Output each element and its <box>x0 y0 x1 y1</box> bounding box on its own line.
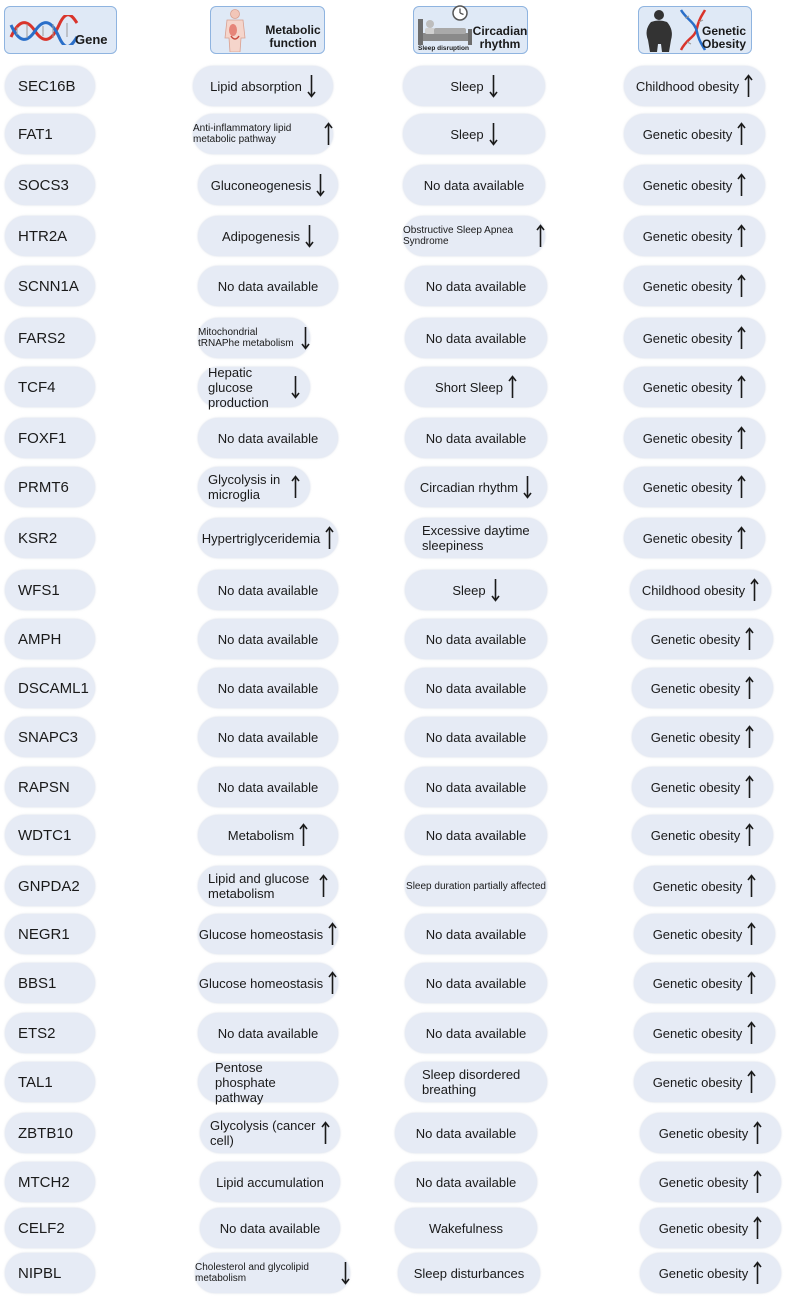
metabolic-cell-text: Mitochondrial tRNAPhe metabolism <box>198 327 294 349</box>
obesity-cell <box>624 66 765 106</box>
metabolic-cell <box>198 717 338 757</box>
arrow-up-icon <box>753 1170 762 1194</box>
obesity-cell-text: Genetic obesity <box>658 1220 749 1236</box>
metabolic-cell <box>193 114 333 154</box>
arrow-up-icon <box>745 823 754 847</box>
circadian-cell <box>405 668 547 708</box>
metabolic-cell-text: Adipogenesis <box>221 228 301 244</box>
circadian-cell-text: Sleep <box>450 78 484 94</box>
obesity-cell-text: Genetic obesity <box>650 779 741 795</box>
arrow-up-icon <box>737 475 746 499</box>
arrow-up-icon <box>747 1021 756 1045</box>
arrow-down-icon <box>316 173 325 197</box>
header-gene <box>4 6 117 54</box>
metabolic-cell-text: No data available <box>217 278 319 294</box>
arrow-up-icon <box>508 375 517 399</box>
arrow-up-icon <box>745 676 754 700</box>
circadian-cell <box>398 1253 540 1293</box>
metabolic-cell-text: No data available <box>217 729 319 745</box>
obesity-cell-text: Genetic obesity <box>652 878 743 894</box>
gene-name: KSR2 <box>18 529 58 547</box>
metabolic-cell-text: Gluconeogenesis <box>210 177 312 193</box>
obesity-cell <box>634 1062 775 1102</box>
metabolic-cell-text: Hypertriglyceridemia <box>201 530 321 546</box>
metabolic-cell <box>198 815 338 855</box>
circadian-cell <box>405 767 547 807</box>
obesity-cell-text: Genetic obesity <box>642 126 733 142</box>
obesity-cell-text: Genetic obesity <box>652 926 743 942</box>
obesity-cell <box>634 914 775 954</box>
human-body-icon <box>217 8 253 52</box>
arrow-up-icon <box>737 526 746 550</box>
circadian-cell <box>403 216 545 256</box>
circadian-cell <box>405 467 547 507</box>
arrow-up-icon <box>319 874 328 898</box>
circadian-cell-text: No data available <box>425 278 527 294</box>
obesity-cell-text: Genetic obesity <box>642 330 733 346</box>
metabolic-cell-text: Cholesterol and glycolipid metabolism <box>195 1262 309 1284</box>
arrow-down-icon <box>301 326 310 350</box>
metabolic-cell-text: Glucose homeostasis <box>198 926 324 942</box>
obesity-cell <box>632 767 773 807</box>
gene-cell <box>5 619 95 659</box>
arrow-down-icon <box>305 224 314 248</box>
metabolic-cell <box>200 1162 340 1202</box>
gene-name: RAPSN <box>18 778 70 796</box>
circadian-cell <box>405 266 547 306</box>
arrow-up-icon <box>745 775 754 799</box>
arrow-up-icon <box>750 578 759 602</box>
circadian-cell-text: No data available <box>425 1025 527 1041</box>
metabolic-cell <box>198 518 338 558</box>
gene-name: SOCS3 <box>18 176 69 194</box>
obesity-cell-text: Genetic obesity <box>652 1025 743 1041</box>
circadian-cell-text: No data available <box>425 430 527 446</box>
gene-cell <box>5 1062 95 1102</box>
gene-cell <box>5 66 95 106</box>
gene-name: FARS2 <box>18 329 66 347</box>
metabolic-cell <box>198 1013 338 1053</box>
metabolic-cell <box>198 266 338 306</box>
dna-icon <box>9 15 79 45</box>
circadian-cell-text: Excessive daytime sleepiness <box>422 523 530 553</box>
circadian-cell <box>405 963 547 1003</box>
obesity-cell <box>624 114 765 154</box>
gene-name: FAT1 <box>18 125 53 143</box>
metabolic-cell-text: No data available <box>217 680 319 696</box>
obesity-cell-text: Genetic obesity <box>650 631 741 647</box>
obesity-cell-text: Genetic obesity <box>658 1265 749 1281</box>
circadian-cell-text: Sleep disordered breathing <box>422 1067 521 1097</box>
arrow-up-icon <box>745 725 754 749</box>
gene-cell <box>5 114 95 154</box>
metabolic-cell <box>195 1253 350 1293</box>
obesity-cell-text: Genetic obesity <box>642 379 733 395</box>
arrow-down-icon <box>307 74 316 98</box>
obesity-cell <box>624 467 765 507</box>
arrow-up-icon <box>737 426 746 450</box>
obesity-cell-text: Childhood obesity <box>635 78 740 94</box>
metabolic-cell-text: No data available <box>217 430 319 446</box>
metabolic-cell-text: No data available <box>217 631 319 647</box>
obesity-cell <box>624 518 765 558</box>
obesity-cell-text: Genetic obesity <box>642 479 733 495</box>
arrow-up-icon <box>737 326 746 350</box>
circadian-cell <box>405 717 547 757</box>
gene-cell <box>5 1253 95 1293</box>
metabolic-cell <box>198 914 338 954</box>
gene-name: SEC16B <box>18 77 76 95</box>
gene-cell <box>5 518 95 558</box>
gene-cell <box>5 963 95 1003</box>
circadian-cell-text: No data available <box>415 1125 517 1141</box>
circadian-cell-text: No data available <box>423 177 525 193</box>
arrow-down-icon <box>489 74 498 98</box>
circadian-cell <box>405 1013 547 1053</box>
metabolic-cell-text: No data available <box>217 582 319 598</box>
gene-name: DSCAML1 <box>18 679 89 697</box>
obesity-cell-text: Genetic obesity <box>642 430 733 446</box>
gene-name: SNAPC3 <box>18 728 79 746</box>
metabolic-cell-text: No data available <box>217 1025 319 1041</box>
circadian-cell-text: Circadian rhythm <box>419 479 519 495</box>
obesity-cell-text: Genetic obesity <box>652 975 743 991</box>
obesity-cell <box>640 1253 781 1293</box>
arrow-down-icon <box>489 122 498 146</box>
arrow-up-icon <box>328 971 337 995</box>
metabolic-cell <box>198 364 310 410</box>
arrow-up-icon <box>747 874 756 898</box>
metabolic-cell-text: Glycolysis (cancer cell) <box>210 1118 316 1148</box>
gene-name: WFS1 <box>18 581 60 599</box>
gene-cell <box>5 1162 95 1202</box>
circadian-cell <box>405 418 547 458</box>
obesity-cell-text: Genetic obesity <box>642 530 733 546</box>
metabolic-cell <box>198 866 338 906</box>
gene-cell <box>5 165 95 205</box>
arrow-up-icon <box>744 74 753 98</box>
header-metabolic-label: Metabolic function <box>265 23 321 50</box>
circadian-cell-text: Sleep duration partially affected <box>406 880 546 892</box>
gene-cell <box>5 367 95 407</box>
circadian-cell <box>395 1162 537 1202</box>
arrow-up-icon <box>325 526 334 550</box>
circadian-cell-text: No data available <box>425 680 527 696</box>
gene-name: ZBTB10 <box>18 1124 74 1142</box>
circadian-cell-text: No data available <box>425 631 527 647</box>
circadian-cell <box>403 66 545 106</box>
metabolic-cell <box>198 216 338 256</box>
obesity-cell-text: Genetic obesity <box>642 228 733 244</box>
metabolic-cell <box>198 619 338 659</box>
metabolic-cell-text: No data available <box>217 779 319 795</box>
metabolic-cell-text: Hepatic glucose production <box>208 364 269 410</box>
circadian-cell <box>405 914 547 954</box>
arrow-up-icon <box>737 274 746 298</box>
circadian-cell <box>403 114 545 154</box>
circadian-cell-text: No data available <box>415 1174 517 1190</box>
circadian-cell <box>405 619 547 659</box>
obesity-cell <box>632 619 773 659</box>
metabolic-cell <box>198 668 338 708</box>
obesity-cell <box>624 418 765 458</box>
circadian-cell-text: No data available <box>425 729 527 745</box>
gene-name: FOXF1 <box>18 429 67 447</box>
arrow-up-icon <box>747 1070 756 1094</box>
bed-clock-icon <box>416 3 476 49</box>
gene-cell <box>5 570 95 610</box>
metabolic-cell <box>193 66 333 106</box>
gene-cell <box>5 914 95 954</box>
metabolic-cell-text: Lipid and glucose metabolism <box>208 871 310 901</box>
gene-name: NEGR1 <box>18 925 70 943</box>
metabolic-cell <box>198 767 338 807</box>
circadian-cell <box>405 518 547 558</box>
gene-cell <box>5 1113 95 1153</box>
header-circadian <box>413 6 528 54</box>
obesity-cell-text: Genetic obesity <box>650 827 741 843</box>
circadian-cell-text: Short Sleep <box>435 379 503 395</box>
arrow-up-icon <box>324 122 333 146</box>
obesity-cell <box>640 1208 781 1248</box>
obesity-cell-text: Childhood obesity <box>641 582 746 598</box>
metabolic-cell-text: Lipid absorption <box>210 78 302 94</box>
gene-name: ETS2 <box>18 1024 56 1042</box>
arrow-up-icon <box>747 971 756 995</box>
gene-cell <box>5 866 95 906</box>
circadian-cell-text: Sleep <box>452 582 486 598</box>
circadian-cell-text: No data available <box>425 827 527 843</box>
circadian-cell-text: No data available <box>425 330 527 346</box>
arrow-up-icon <box>299 823 308 847</box>
obesity-cell <box>630 570 771 610</box>
metabolic-cell-text: Metabolism <box>227 827 295 843</box>
gene-name: CELF2 <box>18 1219 65 1237</box>
arrow-down-icon <box>341 1261 350 1285</box>
metabolic-cell <box>198 467 310 507</box>
arrow-up-icon <box>737 224 746 248</box>
arrow-down-icon <box>491 578 500 602</box>
obesity-cell-text: Genetic obesity <box>642 177 733 193</box>
gene-name: NIPBL <box>18 1264 62 1282</box>
metabolic-cell <box>200 1208 340 1248</box>
gene-cell <box>5 1013 95 1053</box>
gene-cell <box>5 318 95 358</box>
metabolic-cell-text: Lipid accumulation <box>216 1174 324 1190</box>
circadian-cell-text: Wakefulness <box>429 1220 503 1236</box>
obesity-cell-text: Genetic obesity <box>658 1125 749 1141</box>
obesity-cell <box>640 1113 781 1153</box>
obesity-cell-text: Genetic obesity <box>642 278 733 294</box>
obesity-cell <box>640 1162 781 1202</box>
metabolic-cell <box>198 1059 338 1105</box>
circadian-cell-text: Sleep <box>450 126 484 142</box>
circadian-cell <box>405 815 547 855</box>
circadian-cell <box>403 165 545 205</box>
gene-cell <box>5 1208 95 1248</box>
gene-cell <box>5 717 95 757</box>
gene-name: GNPDA2 <box>18 877 80 895</box>
gene-name: SCNN1A <box>18 277 79 295</box>
obesity-cell-text: Genetic obesity <box>650 729 741 745</box>
gene-cell <box>5 815 95 855</box>
metabolic-cell-text: Glycolysis in microglia <box>208 472 281 502</box>
metabolic-cell <box>198 318 310 358</box>
circadian-cell-text: Sleep disturbances <box>413 1265 525 1281</box>
gene-cell <box>5 216 95 256</box>
arrow-up-icon <box>321 1121 330 1145</box>
gene-cell <box>5 418 95 458</box>
obesity-cell <box>624 367 765 407</box>
header-circadian-sub: Sleep disruption <box>418 45 469 52</box>
obesity-cell <box>624 216 765 256</box>
gene-name: TCF4 <box>18 378 56 396</box>
circadian-cell-text: Obstructive Sleep Apnea Syndrome <box>403 225 514 247</box>
circadian-cell <box>405 1062 547 1102</box>
gene-name: HTR2A <box>18 227 68 245</box>
header-obesity <box>638 6 752 54</box>
arrow-up-icon <box>745 627 754 651</box>
metabolic-cell <box>198 418 338 458</box>
circadian-cell-text: No data available <box>425 779 527 795</box>
arrow-up-icon <box>328 922 337 946</box>
circadian-cell-text: No data available <box>425 975 527 991</box>
obesity-cell <box>634 963 775 1003</box>
arrow-up-icon <box>536 224 545 248</box>
gene-name: WDTC1 <box>18 826 72 844</box>
arrow-down-icon <box>291 375 300 399</box>
circadian-cell <box>405 866 547 906</box>
metabolic-cell-text: Anti-inflammatory lipid metabolic pathway <box>193 123 292 145</box>
circadian-cell-text: No data available <box>425 926 527 942</box>
gene-name: MTCH2 <box>18 1173 70 1191</box>
obesity-cell <box>634 1013 775 1053</box>
header-circadian-label: Circadian rhythm <box>472 24 528 51</box>
obesity-cell <box>624 318 765 358</box>
obesity-cell <box>632 668 773 708</box>
circadian-cell <box>395 1208 537 1248</box>
obesity-cell <box>624 165 765 205</box>
arrow-up-icon <box>747 922 756 946</box>
gene-cell <box>5 467 95 507</box>
gene-name: PRMT6 <box>18 478 69 496</box>
metabolic-cell-text: Glucose homeostasis <box>198 975 324 991</box>
metabolic-cell <box>198 570 338 610</box>
arrow-up-icon <box>737 122 746 146</box>
metabolic-cell-text: No data available <box>219 1220 321 1236</box>
obesity-cell-text: Genetic obesity <box>658 1174 749 1190</box>
metabolic-cell-text: Pentose phosphate pathway <box>215 1059 276 1105</box>
gene-name: AMPH <box>18 630 62 648</box>
arrow-up-icon <box>753 1216 762 1240</box>
obesity-cell-text: Genetic obesity <box>652 1074 743 1090</box>
arrow-up-icon <box>753 1261 762 1285</box>
obesity-cell <box>632 717 773 757</box>
circadian-cell <box>395 1113 537 1153</box>
gene-cell <box>5 767 95 807</box>
header-gene-label: Gene <box>75 32 108 47</box>
gene-name: TAL1 <box>18 1073 53 1091</box>
circadian-cell <box>405 570 547 610</box>
arrow-up-icon <box>737 173 746 197</box>
obesity-cell <box>634 866 775 906</box>
obesity-cell <box>624 266 765 306</box>
header-metabolic <box>210 6 325 54</box>
circadian-cell <box>405 367 547 407</box>
header-obesity-label: Genetic Obesity <box>701 24 746 51</box>
arrow-down-icon <box>523 475 532 499</box>
arrow-up-icon <box>737 375 746 399</box>
metabolic-cell <box>200 1113 340 1153</box>
gene-name: BBS1 <box>18 974 57 992</box>
gene-cell <box>5 266 95 306</box>
metabolic-cell <box>198 165 338 205</box>
arrow-up-icon <box>753 1121 762 1145</box>
obesity-cell-text: Genetic obesity <box>650 680 741 696</box>
circadian-cell <box>405 318 547 358</box>
arrow-up-icon <box>291 475 300 499</box>
metabolic-cell <box>198 963 338 1003</box>
gene-cell <box>5 668 95 708</box>
obesity-cell <box>632 815 773 855</box>
